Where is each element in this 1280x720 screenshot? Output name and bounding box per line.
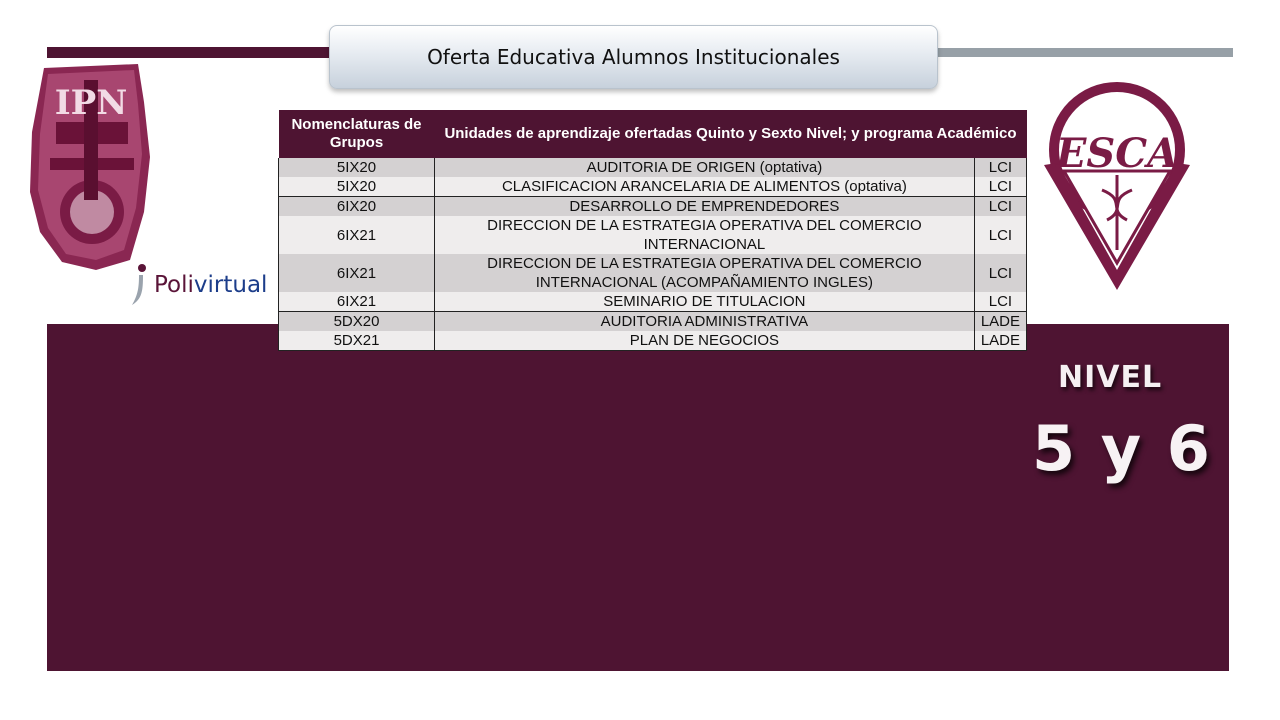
cell-program: LCI <box>974 292 1026 312</box>
table-row <box>279 331 1027 351</box>
cell-program: LCI <box>974 197 1026 217</box>
courses-table <box>278 110 1027 351</box>
cell-group: 5DX20 <box>279 312 435 332</box>
cell-unit: AUDITORIA DE ORIGEN (optativa) <box>435 158 975 177</box>
table-row <box>279 216 1027 254</box>
polivirtual-prefix: Poli <box>154 272 194 298</box>
table-row <box>279 254 1027 292</box>
cell-unit: CLASIFICACION ARANCELARIA DE ALIMENTOS (optativa) <box>435 177 975 197</box>
cell-program: LCI <box>974 254 1026 292</box>
header-groups: Nomenclaturas de Grupos <box>279 110 435 158</box>
polivirtual-mark-icon <box>128 263 148 307</box>
ipn-logo <box>26 62 156 272</box>
cell-group: 5IX20 <box>279 177 435 197</box>
cell-unit: DIRECCION DE LA ESTRATEGIA OPERATIVA DEL COMERCIO INTERNACIONAL (ACOMPAÑAMIENTO INGLES) <box>435 254 975 292</box>
cell-unit: SEMINARIO DE TITULACION <box>435 292 975 312</box>
nivel-label: NIVEL <box>1058 360 1163 395</box>
table-header-row <box>279 110 1027 158</box>
nivel-number: 5 y 6 <box>1032 412 1212 485</box>
cell-unit: DESARROLLO DE EMPRENDEDORES <box>435 197 975 217</box>
table-row <box>279 197 1027 217</box>
polivirtual-suffix: virtual <box>193 272 268 298</box>
header-bar-left <box>47 47 332 58</box>
cell-group: 6IX21 <box>279 254 435 292</box>
table-row <box>279 158 1027 177</box>
cell-unit: DIRECCION DE LA ESTRATEGIA OPERATIVA DEL COMERCIO INTERNACIONAL <box>435 216 975 254</box>
header-bar-right <box>936 48 1233 57</box>
table-row <box>279 312 1027 332</box>
cell-group: 5IX20 <box>279 158 435 177</box>
cell-program: LADE <box>974 312 1026 332</box>
cell-group: 6IX21 <box>279 292 435 312</box>
cell-program: LCI <box>974 216 1026 254</box>
cell-unit: AUDITORIA ADMINISTRATIVA <box>435 312 975 332</box>
cell-group: 6IX21 <box>279 216 435 254</box>
ipn-logo-text: IPN <box>54 83 128 123</box>
header-units: Unidades de aprendizaje ofertadas Quinto y Sexto Nivel; y programa Académico <box>435 110 1027 158</box>
cell-program: LCI <box>974 158 1026 177</box>
cell-program: LCI <box>974 177 1026 197</box>
polivirtual-logo <box>128 262 267 308</box>
esca-logo-text: ESCA <box>1055 130 1179 177</box>
table-row <box>279 292 1027 312</box>
cell-program: LADE <box>974 331 1026 351</box>
cell-unit: PLAN DE NEGOCIOS <box>435 331 975 351</box>
esca-logo <box>1032 75 1202 295</box>
table-row <box>279 177 1027 197</box>
background-panel <box>47 324 1229 671</box>
cell-group: 5DX21 <box>279 331 435 351</box>
cell-group: 6IX20 <box>279 197 435 217</box>
page-title: Oferta Educativa Alumnos Institucionales <box>329 25 938 89</box>
